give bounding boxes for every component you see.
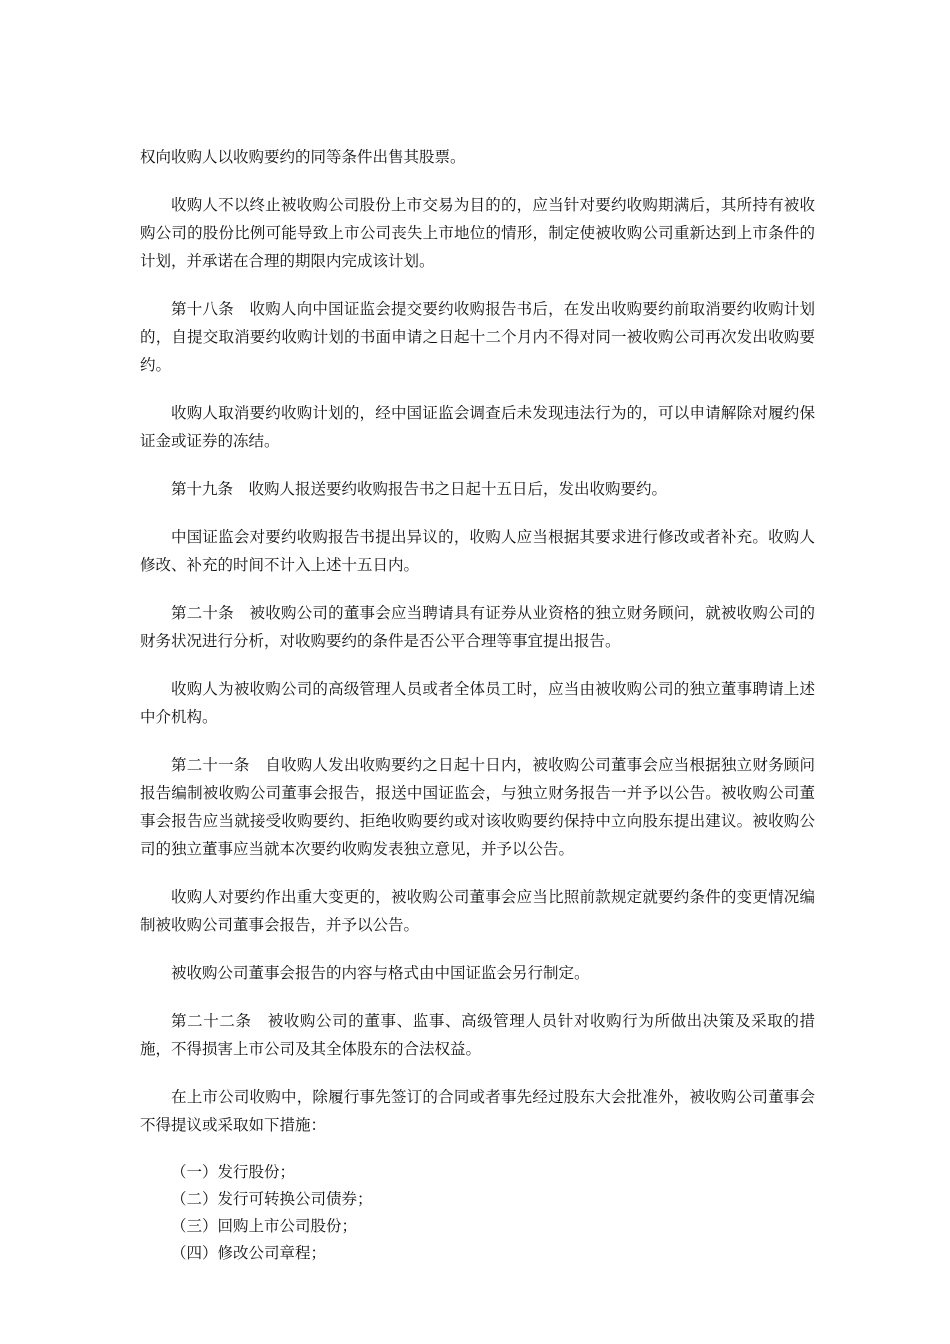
article-21: 第二十一条 自收购人发出收购要约之日起十日内，被收购公司董事会应当根据独立财务顾问报告编制被收购公司董事会报告，报送中国证监会，与独立财务报告一并予以公告。被收购公司董事会报告应当就接受收购要约、拒绝收购要约或对该收购要约保持中立向股东提出建议。被收购公司的独立董事应当就本次要约收购发表独立意见，并予以公告。 <box>140 756 815 858</box>
article-20: 第二十条 被收购公司的董事会应当聘请具有证券从业资格的独立财务顾问，就被收购公司的财务状况进行分析，对收购要约的条件是否公平合理等事宜提出报告。 <box>140 604 815 650</box>
list-item: （四）修改公司章程； <box>171 1244 327 1262</box>
list-item: （一）发行股份； <box>171 1163 296 1181</box>
paragraph: 中国证监会对要约收购报告书提出异议的，收购人应当根据其要求进行修改或者补充。收购人修改、补充的时间不计入上述十五日内。 <box>140 528 815 574</box>
paragraph: 收购人为被收购公司的高级管理人员或者全体员工时，应当由被收购公司的独立董事聘请上述中介机构。 <box>140 680 815 726</box>
measures-list <box>140 1159 815 1267</box>
paragraph-continuation: 权向收购人以收购要约的同等条件出售其股票。 <box>140 148 466 166</box>
paragraph: 收购人不以终止被收购公司股份上市交易为目的的，应当针对要约收购期满后，其所持有被收购公司的股份比例可能导致上市公司丧失上市地位的情形，制定使被收购公司重新达到上市条件的计划，并承诺在合理的期限内完成该计划。 <box>140 196 815 270</box>
article-22: 第二十二条 被收购公司的董事、监事、高级管理人员针对收购行为所做出决策及采取的措施，不得损害上市公司及其全体股东的合法权益。 <box>140 1012 815 1058</box>
article-19: 第十九条 收购人报送要约收购报告书之日起十五日后，发出收购要约。 <box>171 480 668 498</box>
paragraph: 在上市公司收购中，除履行事先签订的合同或者事先经过股东大会批准外，被收购公司董事会不得提议或采取如下措施： <box>140 1088 815 1134</box>
list-item: （三）回购上市公司股份； <box>171 1217 358 1235</box>
paragraph: 被收购公司董事会报告的内容与格式由中国证监会另行制定。 <box>171 964 590 982</box>
article-18: 第十八条 收购人向中国证监会提交要约收购报告书后，在发出收购要约前取消要约收购计划的，自提交取消要约收购计划的书面申请之日起十二个月内不得对同一被收购公司再次发出收购要约。 <box>140 300 815 374</box>
paragraph: 收购人对要约作出重大变更的，被收购公司董事会应当比照前款规定就要约条件的变更情况编制被收购公司董事会报告，并予以公告。 <box>140 888 815 934</box>
list-item: （二）发行可转换公司债券； <box>171 1190 373 1208</box>
paragraph: 收购人取消要约收购计划的，经中国证监会调查后未发现违法行为的，可以申请解除对履约保证金或证券的冻结。 <box>140 404 815 450</box>
document-body <box>140 143 815 1267</box>
